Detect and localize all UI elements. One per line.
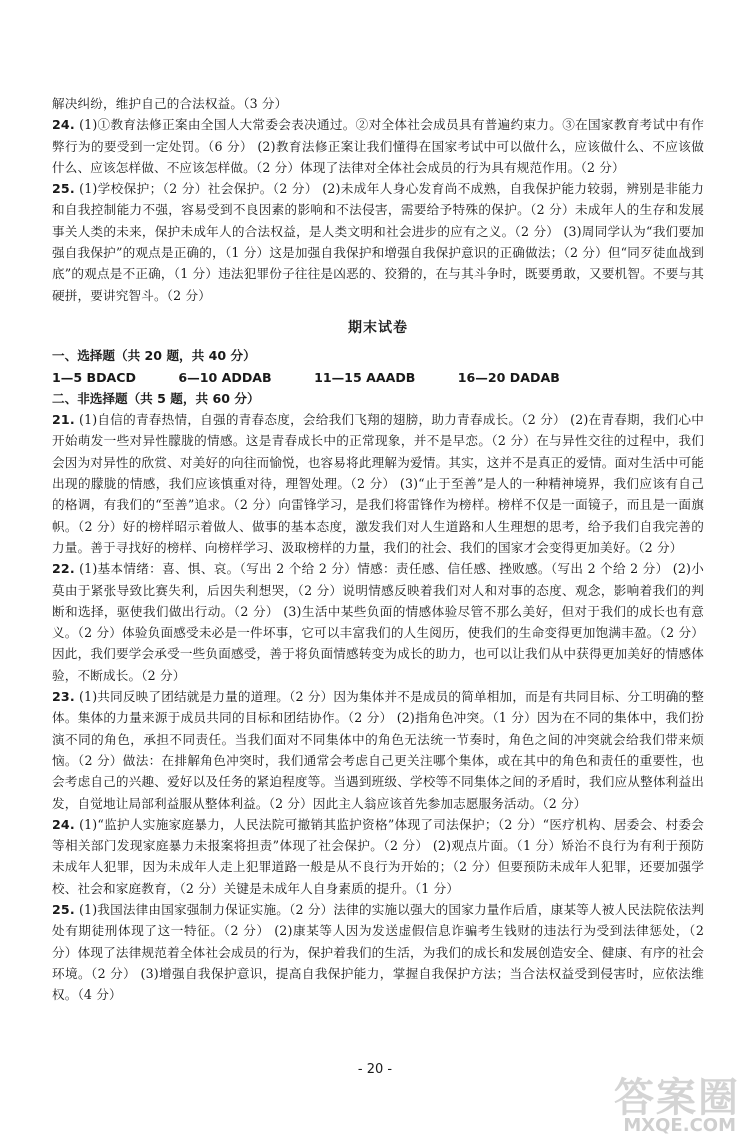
question-23: [52, 686, 704, 814]
question-number: 25.: [52, 181, 75, 197]
prev-question-24: [52, 114, 704, 178]
choice-answers: [52, 367, 704, 388]
watermark-cn: 答案圈: [614, 1075, 740, 1121]
answer-group: 1—5 BDACD: [52, 369, 136, 385]
question-number: 23.: [52, 689, 75, 705]
answer-group: 16—20 DADAB: [457, 369, 560, 385]
question-22: [52, 558, 704, 686]
answer-text: (1)①教育法修正案由全国人大常委会表决通过。②对全体社会成员具有普遍约束力。③在国家教育考试中有作弊行为的要受到一定处罚。（6 分） (2)教育法修正案让我们懂得在国家考试中可以做什么，应该做什么、不应该做什么、应该怎样做、不应该怎样做。（2 分）体现了法律对全体社会成员的行为具有规范作用。（2 分）: [52, 117, 705, 175]
question-number: 22.: [52, 561, 75, 577]
answer-text: (1)基本情绪：喜、惧、哀。（写出 2 个给 2 分）情感：责任感、信任感、挫败感。（写出 2 个给 2 分） (2)小莫由于紧张导致比赛失利，后因失利想哭，（2 分）说明情感反映着我们对人和对事的态度、观念，影响着我们的判断和选择，驱使我们做出行动。（2 分） (3)生活中某些负面的情感体验尽管不那么美好，但对于我们的成长也有意义。（2 分）体验负面感受未必是一件坏事，它可以丰富我们的人生阅历，使我们的生命变得更加饱满丰盈。（2 分）因此，我们要学会承受一些负面感受，善于将负面情感转变为成长的助力，也可以让我们从中获得更加美好的情感体验，不断成长。（2 分）: [52, 561, 704, 683]
watermark-logo: [580, 1066, 740, 1136]
question-number: 24.: [52, 117, 75, 133]
question-number: 25.: [52, 901, 75, 917]
prev-line-end: 解决纠纷，维护自己的合法权益。（3 分）: [52, 96, 288, 111]
watermark-en: MXQE.COM: [623, 1115, 736, 1136]
question-25: [52, 899, 704, 1005]
answer-group: 6—10 ADDAB: [178, 369, 272, 385]
question-number: 21.: [52, 412, 75, 428]
choice-section-title: 一、选择题（共 20 题，共 40 分）: [52, 348, 256, 364]
non-choice-section-title: 二、非选择题（共 5 题，共 60 分）: [52, 390, 260, 406]
answer-text: (1)共同反映了团结就是力量的道理。（2 分）因为集体并不是成员的简单相加，而是有共同目标、分工明确的整体。集体的力量来源于成员共同的目标和团结协作。（2 分） (2)指角色冲突。（1 分）因为在不同的集体中，我们扮演不同的角色，承担不同责任。当我们面对不同集体中的角色无法统一节奏时，角色之间的冲突就会给我们带来烦恼。（2 分）做法：在排解角色冲突时，我们通常会考虑自己更关注哪个集体，或在其中的角色和责任的重要性，也会考虑自己的兴趣、爱好以及任务的紧迫程度等。当遇到班级、学校等不同集体之间的矛盾时，我们应从整体利益出发，自觉地让局部利益服从整体利益。（2 分）因此主人翁应该首先参加志愿服务活动。（2 分）: [52, 689, 705, 811]
page-number: - 20 -: [357, 1062, 393, 1077]
prev-question-25: [52, 178, 704, 306]
answer-text: (1)自信的青春热情，自强的青春态度，会给我们飞翔的翅膀，助力青春成长。（2 分） (2)在青春期，我们心中开始萌发一些对异性朦胧的情感。这是青春成长中的正常现象，并不是早恋。（2 分）在与异性交往的过程中，我们会因为对异性的欣赏、对美好的向往而愉悦，也容易将此理解为爱情。其实，这并不是真正的爱情。面对生活中可能出现的朦胧的情感，我们应该慎重对待，理智处理。（2 分） (3)“止于至善”是人的一种精神境界，我们应该有自己的格调，有我们的“至善”追求。（2 分）向雷锋学习，是我们将雷锋作为榜样。榜样不仅是一面镜子，而且是一面旗帜。（2 分）好的榜样昭示着做人、做事的基本态度，激发我们对人生道路和人生理想的思考，给予我们自我完善的力量。善于寻找好的榜样、向榜样学习、汲取榜样的力量，我们的社会、我们的国家才会变得更加美好。（2 分）: [52, 412, 705, 555]
answer-text: (1)“监护人实施家庭暴力，人民法院可撤销其监护资格”体现了司法保护；（2 分）“医疗机构、居委会、村委会等相关部门发现家庭暴力未报案将担责”体现了社会保护。（2 分） (2)观点片面。（1 分）矫治不良行为有利于预防未成年人犯罪，因为未成年人走上犯罪道路一般是从不良行为开始的；（2 分）但要预防未成年人犯罪，还要加强学校、社会和家庭教育，（2 分）关键是未成年人自身素质的提升。（1 分）: [52, 816, 704, 896]
answer-text: (1)我国法律由国家强制力保证实施。（2 分）法律的实施以强大的国家力量作后盾，康某等人被人民法院依法判处有期徒刑体现了这一特征。（2 分） (2)康某等人因为发送虚假信息诈骗考生钱财的违法行为受到法律惩处，（2 分）体现了法律规范着全体社会成员的行为，保护着我们的生活，为我们的成长和发展创造安全、健康、有序的社会环境。（2 分） (3)增强自我保护意识，提高自我保护能力，掌握自我保护方法；当合法权益受到侵害时，应依法维权。（4 分）: [52, 901, 705, 1003]
content-area: [52, 93, 704, 1005]
question-24: [52, 814, 704, 899]
answer-text: (1)学校保护；（2 分）社会保护。（2 分） (2)未成年人身心发育尚不成熟，自我保护能力较弱，辨别是非能力和自我控制能力不强，容易受到不良因素的影响和不法侵害，需要给予特殊的保护。（2 分）未成年人的生存和发展事关人类的未来，保护未成年人的合法权益，是人类文明和社会进步的应有之义。（2 分） (3)周同学认为“我们要加强自我保护”的观点是正确的，（1 分）这是加强自我保护和增强自我保护意识的正确做法；（2 分）但“同歹徒血战到底”的观点是不正确，（1 分）违法犯罪份子往往是凶恶的、狡猾的，在与其斗争时，既要勇敢，又要机智。不要与其硬拼，要讲究智斗。（2 分）: [52, 181, 704, 303]
section-heading-final-exam: 期末试卷: [348, 319, 408, 336]
question-21: [52, 409, 704, 558]
question-number: 24.: [52, 816, 75, 832]
answer-group: 11—15 AAADB: [314, 369, 416, 385]
